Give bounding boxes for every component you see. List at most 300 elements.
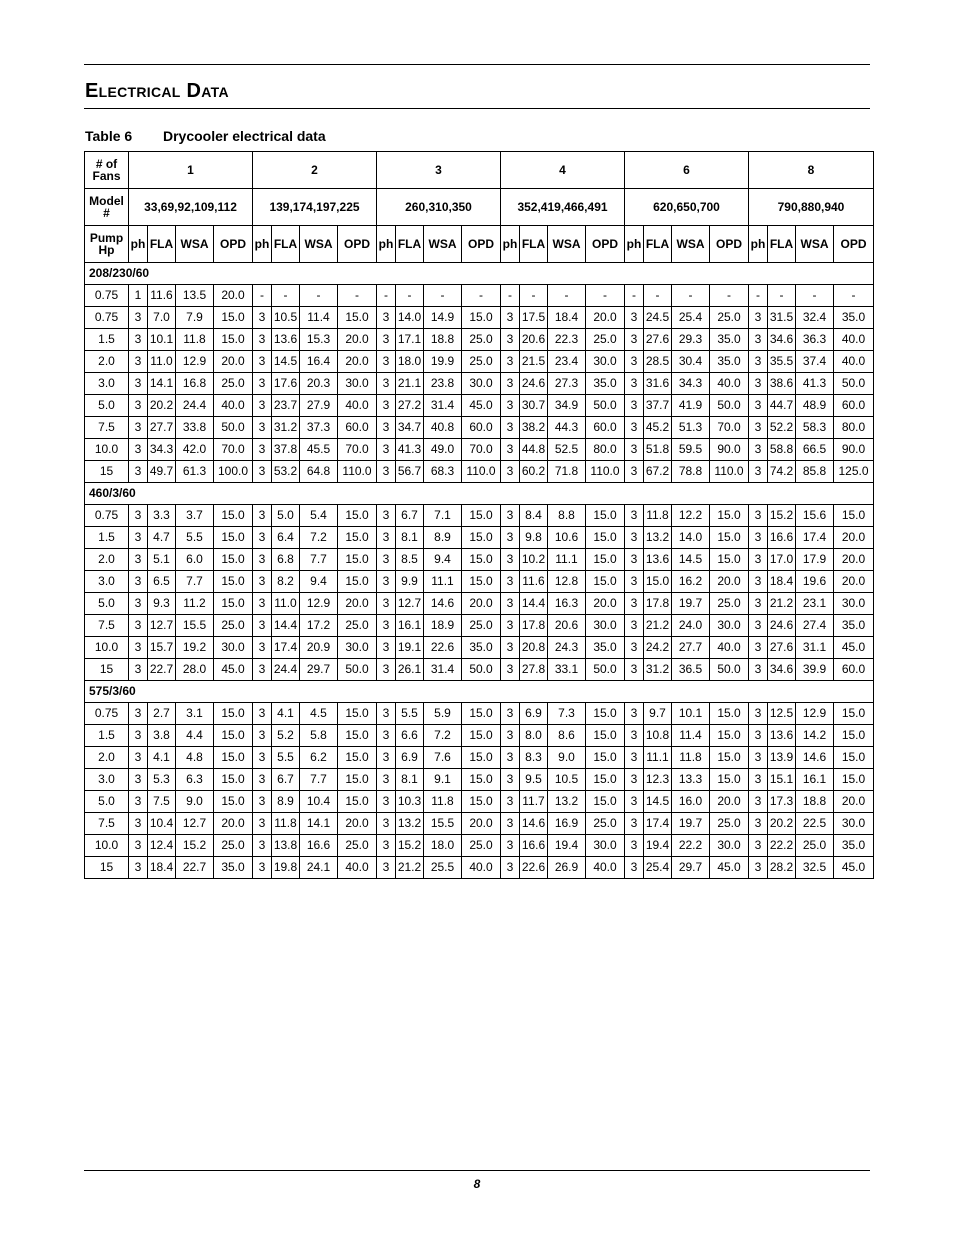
table-cell: 3 [749, 659, 768, 681]
table-cell: 15.0 [462, 527, 501, 549]
column-header-wsa: WSA [176, 226, 214, 263]
table-cell: 48.9 [796, 395, 834, 417]
table-cell: 3 [625, 703, 644, 725]
header-rule [84, 64, 870, 65]
column-header-opd: OPD [338, 226, 377, 263]
table-cell: 3 [501, 351, 520, 373]
table-cell: 3 [377, 857, 396, 879]
table-cell: 45.0 [834, 857, 874, 879]
table-cell: 4.1 [272, 703, 300, 725]
table-cell: 25.0 [710, 307, 749, 329]
table-cell: 3 [377, 791, 396, 813]
fan-count-cell: 1 [129, 152, 253, 189]
table-cell: 13.2 [396, 813, 424, 835]
table-cell: 45.0 [710, 857, 749, 879]
table-cell: 7.7 [176, 571, 214, 593]
table-cell: 10.8 [644, 725, 672, 747]
pump-hp-cell: 10.0 [85, 439, 129, 461]
table-cell: 16.1 [796, 769, 834, 791]
table-cell: 3 [377, 351, 396, 373]
table-cell: 9.9 [396, 571, 424, 593]
pump-hp-cell: 2.0 [85, 549, 129, 571]
table-cell: 15.0 [462, 791, 501, 813]
table-cell: 22.2 [768, 835, 796, 857]
table-cell: 50.0 [338, 659, 377, 681]
table-cell: 22.7 [176, 857, 214, 879]
table-row [85, 813, 874, 835]
table-cell: 3 [501, 615, 520, 637]
table-cell: 50.0 [710, 395, 749, 417]
column-header-ph: ph [129, 226, 148, 263]
table-cell: 20.0 [338, 813, 377, 835]
column-header-ph: ph [377, 226, 396, 263]
table-cell: 3 [129, 417, 148, 439]
table-cell: 40.0 [710, 637, 749, 659]
table-cell: 58.8 [768, 439, 796, 461]
table-cell: 15.0 [214, 329, 253, 351]
table-cell: 3 [253, 725, 272, 747]
table-cell: 60.0 [338, 417, 377, 439]
model-numbers-cell: 139,174,197,225 [253, 189, 377, 226]
table-row [85, 769, 874, 791]
table-cell: 50.0 [214, 417, 253, 439]
table-cell: 14.2 [796, 725, 834, 747]
table-row [85, 395, 874, 417]
table-cell: 30.7 [520, 395, 548, 417]
table-cell: 3 [749, 791, 768, 813]
table-cell: 3 [377, 747, 396, 769]
table-cell: 8.9 [272, 791, 300, 813]
table-cell: 13.9 [768, 747, 796, 769]
table-cell: 13.6 [272, 329, 300, 351]
table-cell: 40.0 [338, 857, 377, 879]
table-cell: 25.0 [338, 615, 377, 637]
table-cell: 21.2 [396, 857, 424, 879]
table-cell: 19.6 [796, 571, 834, 593]
table-cell: 15.0 [214, 505, 253, 527]
table-cell: 3 [377, 461, 396, 483]
table-cell: 14.6 [796, 747, 834, 769]
table-cell: 2.7 [148, 703, 176, 725]
table-cell: 11.8 [176, 329, 214, 351]
table-cell: 8.5 [396, 549, 424, 571]
table-cell: 3 [625, 439, 644, 461]
table-cell: 15.0 [214, 725, 253, 747]
table-cell: 3 [377, 769, 396, 791]
table-cell: 3 [625, 813, 644, 835]
table-cell: 3 [129, 461, 148, 483]
table-row [85, 439, 874, 461]
table-cell: 35.5 [768, 351, 796, 373]
table-cell: 3 [129, 615, 148, 637]
table-cell: 34.9 [548, 395, 586, 417]
table-cell: 23.7 [272, 395, 300, 417]
table-row [85, 593, 874, 615]
table-cell: 3 [253, 395, 272, 417]
table-cell: 18.4 [148, 857, 176, 879]
table-cell: 21.5 [520, 351, 548, 373]
table-cell: 41.3 [796, 373, 834, 395]
table-cell: 24.0 [672, 615, 710, 637]
table-cell: 15.0 [462, 703, 501, 725]
table-cell: 22.7 [148, 659, 176, 681]
table-cell: 4.8 [176, 747, 214, 769]
table-cell: 3 [253, 571, 272, 593]
column-header-fla: FLA [148, 226, 176, 263]
table-cell: 70.0 [338, 439, 377, 461]
table-cell: 3 [749, 835, 768, 857]
table-row [85, 637, 874, 659]
table-cell: 18.4 [768, 571, 796, 593]
table-cell: 60.0 [834, 659, 874, 681]
table-cell: 53.2 [272, 461, 300, 483]
table-cell: 40.0 [834, 329, 874, 351]
table-cell: 6.6 [396, 725, 424, 747]
table-cell: 45.0 [834, 637, 874, 659]
table-cell: 40.0 [710, 373, 749, 395]
table-cell: 3 [625, 373, 644, 395]
table-cell: 5.5 [396, 703, 424, 725]
table-cell: 25.5 [424, 857, 462, 879]
table-cell: - [710, 285, 749, 307]
table-row [85, 791, 874, 813]
table-cell: 3 [625, 527, 644, 549]
table-cell: 3 [253, 505, 272, 527]
table-cell: 20.0 [834, 527, 874, 549]
table-cell: 25.4 [672, 307, 710, 329]
table-cell: 15.0 [214, 747, 253, 769]
table-cell: 31.1 [796, 637, 834, 659]
table-cell: 17.9 [796, 549, 834, 571]
table-cell: 30.0 [834, 593, 874, 615]
table-cell: 15.0 [214, 769, 253, 791]
table-cell: 50.0 [710, 659, 749, 681]
pump-hp-cell: 1.5 [85, 329, 129, 351]
table-cell: 31.5 [768, 307, 796, 329]
table-cell: 9.0 [176, 791, 214, 813]
table-cell: 34.3 [148, 439, 176, 461]
table-cell: 30.0 [586, 835, 625, 857]
table-cell: 15.0 [586, 725, 625, 747]
table-cell: 3 [625, 307, 644, 329]
voltage-label: 208/230/60 [85, 263, 874, 285]
pump-hp-cell: 0.75 [85, 285, 129, 307]
table-cell: 90.0 [834, 439, 874, 461]
table-cell: 3 [749, 351, 768, 373]
table-cell: 18.0 [424, 835, 462, 857]
table-cell: 14.6 [424, 593, 462, 615]
table-cell: 19.8 [272, 857, 300, 879]
column-header-wsa: WSA [548, 226, 586, 263]
table-cell: 10.4 [148, 813, 176, 835]
table-cell: 23.4 [548, 351, 586, 373]
table-row [85, 417, 874, 439]
table-cell: 3 [377, 703, 396, 725]
table-cell: 15.0 [462, 725, 501, 747]
table-cell: 15.0 [462, 571, 501, 593]
table-cell: 3 [749, 461, 768, 483]
column-header-opd: OPD [834, 226, 874, 263]
table-cell: 13.5 [176, 285, 214, 307]
table-row [85, 549, 874, 571]
table-cell: 21.2 [644, 615, 672, 637]
table-cell: 35.0 [834, 835, 874, 857]
table-cell: 3 [749, 615, 768, 637]
column-header-wsa: WSA [672, 226, 710, 263]
table-cell: 20.2 [768, 813, 796, 835]
voltage-label: 460/3/60 [85, 483, 874, 505]
table-cell: 3 [129, 637, 148, 659]
table-cell: 15.0 [338, 571, 377, 593]
table-cell: 11.6 [148, 285, 176, 307]
table-cell: 3 [129, 659, 148, 681]
table-cell: 11.0 [272, 593, 300, 615]
table-cell: 35.0 [214, 857, 253, 879]
table-cell: 3 [129, 791, 148, 813]
table-cell: 8.2 [272, 571, 300, 593]
table-cell: 15.3 [300, 329, 338, 351]
table-cell: 3 [625, 835, 644, 857]
table-cell: 3 [129, 747, 148, 769]
table-cell: 22.6 [520, 857, 548, 879]
table-cell: 3 [129, 373, 148, 395]
table-cell: 7.3 [548, 703, 586, 725]
table-cell: 6.2 [300, 747, 338, 769]
table-cell: 39.9 [796, 659, 834, 681]
table-cell: 12.7 [176, 813, 214, 835]
table-cell: 10.5 [548, 769, 586, 791]
table-cell: 19.7 [672, 593, 710, 615]
table-cell: 3 [749, 571, 768, 593]
table-cell: 20.6 [548, 615, 586, 637]
table-cell: 9.7 [644, 703, 672, 725]
table-cell: 36.5 [672, 659, 710, 681]
table-cell: 17.0 [768, 549, 796, 571]
table-cell: 27.7 [148, 417, 176, 439]
table-cell: 3 [749, 505, 768, 527]
table-cell: 15.0 [710, 725, 749, 747]
table-row [85, 725, 874, 747]
table-cell: 3 [129, 593, 148, 615]
table-cell: 11.8 [424, 791, 462, 813]
model-numbers-cell: 790,880,940 [749, 189, 874, 226]
table-cell: 9.1 [424, 769, 462, 791]
table-cell: 3 [749, 527, 768, 549]
table-cell: 41.9 [672, 395, 710, 417]
pump-hp-cell: 0.75 [85, 505, 129, 527]
table-cell: 52.2 [768, 417, 796, 439]
table-cell: 3 [749, 329, 768, 351]
pump-hp-cell: 3.0 [85, 571, 129, 593]
table-cell: 20.0 [462, 593, 501, 615]
table-cell: 10.2 [520, 549, 548, 571]
table-cell: 17.4 [644, 813, 672, 835]
table-cell: 3 [625, 725, 644, 747]
table-cell: 20.0 [834, 571, 874, 593]
table-cell: 3 [129, 527, 148, 549]
table-cell: 3 [253, 593, 272, 615]
column-header-opd: OPD [710, 226, 749, 263]
table-cell: 18.8 [796, 791, 834, 813]
table-cell: 29.7 [672, 857, 710, 879]
table-cell: 3 [129, 571, 148, 593]
table-cell: 3 [749, 439, 768, 461]
table-cell: 15.2 [396, 835, 424, 857]
table-cell: 3 [625, 549, 644, 571]
table-cell: 74.2 [768, 461, 796, 483]
pump-hp-cell: 5.0 [85, 593, 129, 615]
table-cell: 15.0 [710, 505, 749, 527]
table-cell: 3 [377, 593, 396, 615]
table-cell: - [548, 285, 586, 307]
table-cell: 7.1 [424, 505, 462, 527]
table-cell: 15.0 [214, 549, 253, 571]
model-numbers-cell: 260,310,350 [377, 189, 501, 226]
table-cell: 20.6 [520, 329, 548, 351]
table-cell: 27.4 [796, 615, 834, 637]
table-cell: 90.0 [710, 439, 749, 461]
table-cell: 27.2 [396, 395, 424, 417]
table-cell: 15.0 [338, 527, 377, 549]
table-cell: - [396, 285, 424, 307]
table-cell: 12.2 [672, 505, 710, 527]
table-cell: 3 [625, 593, 644, 615]
table-cell: 32.5 [796, 857, 834, 879]
table-cell: 15.0 [462, 549, 501, 571]
table-row [85, 527, 874, 549]
table-cell: - [377, 285, 396, 307]
table-row [85, 835, 874, 857]
table-cell: 37.7 [644, 395, 672, 417]
table-row [85, 307, 874, 329]
column-header-opd: OPD [586, 226, 625, 263]
fan-count-cell: 4 [501, 152, 625, 189]
table-cell: 7.9 [176, 307, 214, 329]
table-cell: 3 [625, 637, 644, 659]
table-cell: 20.0 [214, 813, 253, 835]
table-cell: 15.0 [586, 703, 625, 725]
table-cell: 30.0 [586, 351, 625, 373]
table-cell: 6.9 [396, 747, 424, 769]
table-cell: 40.0 [834, 351, 874, 373]
table-cell: 3 [749, 747, 768, 769]
table-cell: 3 [749, 703, 768, 725]
table-cell: 15.0 [710, 703, 749, 725]
table-cell: 3 [129, 307, 148, 329]
table-cell: 3 [501, 417, 520, 439]
table-cell: 25.0 [462, 615, 501, 637]
table-cell: 15.0 [338, 725, 377, 747]
table-cell: 35.0 [710, 351, 749, 373]
column-header-ph: ph [749, 226, 768, 263]
table-cell: 5.2 [272, 725, 300, 747]
pump-hp-cell: 10.0 [85, 835, 129, 857]
table-cell: 3 [377, 813, 396, 835]
table-cell: 3 [377, 329, 396, 351]
table-cell: 20.0 [710, 571, 749, 593]
table-cell: 11.4 [672, 725, 710, 747]
table-cell: 6.0 [176, 549, 214, 571]
model-numbers-cell: 620,650,700 [625, 189, 749, 226]
table-cell: 3 [377, 571, 396, 593]
table-cell: 9.0 [548, 747, 586, 769]
voltage-section-row [85, 263, 874, 285]
table-cell: 49.0 [424, 439, 462, 461]
table-cell: 25.0 [710, 593, 749, 615]
table-cell: 58.3 [796, 417, 834, 439]
table-cell: 25.0 [214, 373, 253, 395]
table-cell: 9.4 [424, 549, 462, 571]
table-row [85, 857, 874, 879]
table-cell: 8.8 [548, 505, 586, 527]
table-cell: 71.8 [548, 461, 586, 483]
table-cell: 7.0 [148, 307, 176, 329]
table-cell: 15.0 [338, 747, 377, 769]
table-cell: 56.7 [396, 461, 424, 483]
table-cell: 37.8 [272, 439, 300, 461]
table-cell: 45.5 [300, 439, 338, 461]
table-cell: 3 [377, 417, 396, 439]
header-row-fans [85, 152, 874, 189]
table-cell: 4.4 [176, 725, 214, 747]
table-cell: - [338, 285, 377, 307]
table-cell: 28.2 [768, 857, 796, 879]
table-cell: 110.0 [338, 461, 377, 483]
table-cell: 3 [253, 659, 272, 681]
table-cell: 3 [129, 813, 148, 835]
table-cell: 20.0 [214, 351, 253, 373]
table-cell: 8.9 [424, 527, 462, 549]
table-cell: 15.7 [148, 637, 176, 659]
table-cell: 3 [501, 505, 520, 527]
table-cell: 30.0 [214, 637, 253, 659]
table-cell: 3 [253, 461, 272, 483]
table-cell: 3 [253, 769, 272, 791]
table-cell: 3 [253, 373, 272, 395]
table-cell: 3 [625, 329, 644, 351]
table-cell: 8.1 [396, 527, 424, 549]
table-cell: 15.1 [768, 769, 796, 791]
table-cell: 35.0 [834, 307, 874, 329]
table-cell: 3 [253, 835, 272, 857]
table-cell: 5.1 [148, 549, 176, 571]
fan-count-cell: 2 [253, 152, 377, 189]
pump-hp-cell: 7.5 [85, 615, 129, 637]
table-cell: 59.5 [672, 439, 710, 461]
table-cell: 12.5 [768, 703, 796, 725]
table-cell: 3 [625, 505, 644, 527]
table-cell: 3 [377, 637, 396, 659]
table-body [85, 152, 874, 879]
column-header-opd: OPD [462, 226, 501, 263]
table-cell: 7.2 [300, 527, 338, 549]
table-cell: 11.1 [548, 549, 586, 571]
table-cell: 31.4 [424, 659, 462, 681]
table-cell: 11.8 [644, 505, 672, 527]
table-cell: 15.0 [214, 571, 253, 593]
table-row [85, 505, 874, 527]
table-cell: 3 [501, 747, 520, 769]
table-cell: 13.8 [272, 835, 300, 857]
table-cell: 3 [129, 505, 148, 527]
table-cell: 24.4 [272, 659, 300, 681]
table-cell: 20.0 [710, 791, 749, 813]
table-cell: 25.0 [214, 835, 253, 857]
table-cell: 22.2 [672, 835, 710, 857]
table-cell: 13.3 [672, 769, 710, 791]
table-cell: 3 [501, 813, 520, 835]
pump-hp-cell: 15 [85, 461, 129, 483]
